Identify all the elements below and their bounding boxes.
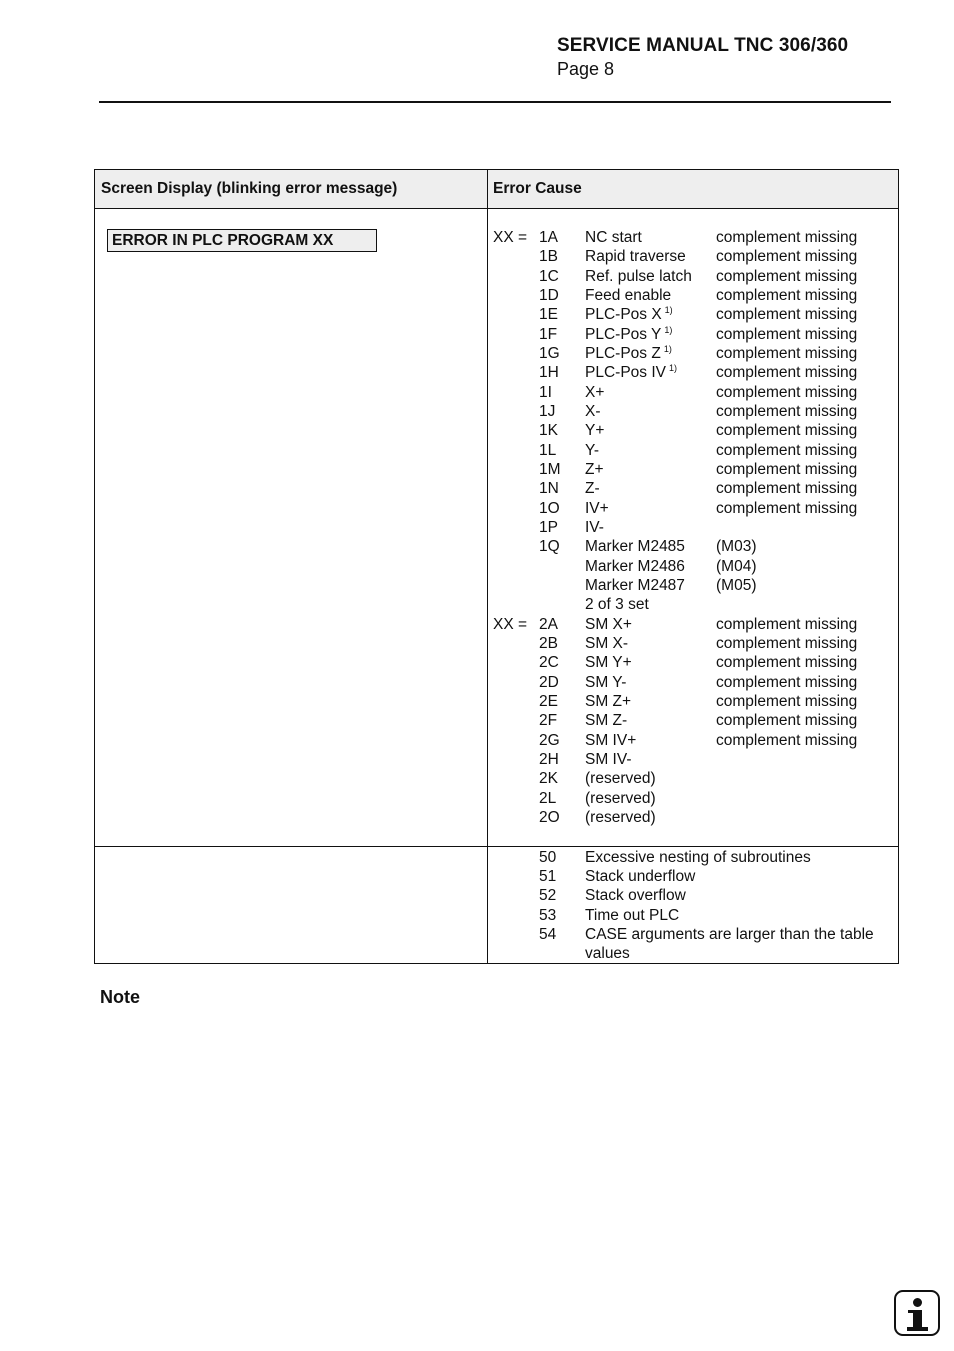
note-heading: Note: [100, 987, 140, 1007]
error-detail: complement missing: [716, 460, 858, 478]
signal-name: 2 of 3 set: [585, 596, 649, 614]
footnote-marker: 1): [664, 305, 673, 316]
error-description: Stack underflow: [585, 868, 696, 886]
error-detail: complement missing: [716, 692, 858, 710]
signal-name: SM X+: [585, 615, 632, 633]
signal-name: Y+: [585, 422, 605, 440]
error-code: 54: [539, 925, 557, 943]
error-detail: complement missing: [716, 383, 858, 401]
signal-name: SM IV-: [585, 750, 632, 768]
error-detail: complement missing: [716, 229, 858, 246]
error-code: 1P: [539, 518, 558, 536]
error-detail: complement missing: [716, 248, 858, 266]
page-header: [557, 34, 848, 80]
error-code: 1M: [539, 460, 561, 478]
signal-name: PLC-Pos IV $^{1)}$: [585, 363, 677, 382]
row-prefix: XX =: [493, 229, 528, 246]
error-code: 2B: [539, 634, 558, 652]
signal-name: Marker M2485: [585, 538, 685, 556]
signal-name: Marker M2486: [585, 557, 685, 575]
error-code: 1C: [539, 267, 559, 285]
signal-name: (reserved): [585, 808, 656, 826]
error-detail: (M03): [716, 538, 757, 556]
signal-name: (reserved): [585, 789, 656, 807]
signal-name: (reserved): [585, 770, 656, 788]
footnote-marker: 1): [664, 324, 673, 335]
error-code: 2C: [539, 654, 559, 672]
error-detail: complement missing: [716, 402, 858, 420]
error-message-text: ERROR IN PLC PROGRAM XX: [112, 232, 334, 249]
error-description: Time out PLC: [585, 906, 680, 924]
signal-name: SM Z+: [585, 692, 632, 710]
error-code: 51: [539, 868, 557, 886]
error-code: 2F: [539, 712, 558, 730]
signal-name: Marker M2487: [585, 576, 685, 594]
error-code: 1I: [539, 383, 552, 401]
error-code: 1F: [539, 325, 558, 343]
error-detail: complement missing: [716, 480, 858, 498]
col-header-error-cause: Error Cause: [493, 180, 582, 197]
signal-name: Rapid traverse: [585, 248, 686, 266]
signal-name: PLC-Pos Z $^{1)}$: [585, 343, 672, 362]
error-description: Excessive nesting of subroutines: [585, 849, 811, 866]
signal-name: IV+: [585, 499, 609, 517]
error-code: 50: [539, 849, 557, 866]
error-detail: complement missing: [716, 615, 858, 633]
error-code: 2A: [539, 615, 558, 633]
error-detail: complement missing: [716, 499, 858, 517]
error-detail: complement missing: [716, 325, 858, 343]
column-divider: [487, 169, 488, 964]
col-header-screen-display: Screen Display (blinking error message): [101, 180, 398, 197]
error-code: 1K: [539, 422, 558, 440]
error-code: 1G: [539, 344, 560, 362]
header-rule: [99, 101, 891, 103]
signal-name: Feed enable: [585, 286, 672, 304]
error-code: 2E: [539, 692, 558, 710]
error-message-box: [107, 229, 377, 252]
error-code: 53: [539, 906, 557, 924]
error-code: 2K: [539, 770, 558, 788]
error-code: 1E: [539, 306, 558, 324]
error-code: 52: [539, 887, 557, 905]
signal-name: X-: [585, 402, 601, 420]
error-code: 1Q: [539, 538, 560, 556]
error-code: 2H: [539, 750, 559, 768]
signal-name: IV-: [585, 518, 604, 536]
error-detail: complement missing: [716, 422, 858, 440]
error-code: 1N: [539, 480, 559, 498]
error-code: 1J: [539, 402, 556, 420]
footnote-marker: 1): [668, 363, 677, 374]
signal-name: X+: [585, 383, 605, 401]
error-detail: (M05): [716, 576, 757, 594]
error-detail: complement missing: [716, 267, 858, 285]
error-code: 1L: [539, 441, 557, 459]
error-detail: complement missing: [716, 306, 858, 324]
signal-name: SM Z-: [585, 712, 628, 730]
manual-title: SERVICE MANUAL TNC 306/360: [557, 35, 849, 56]
error-detail: complement missing: [716, 654, 858, 672]
error-code: 2O: [539, 808, 560, 826]
page-number: Page 8: [557, 59, 615, 79]
signal-name: Z+: [585, 460, 604, 478]
footnote-marker: 1): [663, 343, 672, 354]
error-code: 2D: [539, 673, 559, 691]
error-code: 1B: [539, 248, 558, 266]
error-code: 1O: [539, 499, 560, 517]
error-detail: complement missing: [716, 634, 858, 652]
signal-name: SM IV+: [585, 731, 637, 749]
signal-name: Z-: [585, 480, 600, 498]
error-code: 1H: [539, 364, 559, 382]
signal-name: PLC-Pos X $^{1)}$: [585, 305, 673, 324]
signal-name: SM X-: [585, 634, 629, 652]
error-code: 1A: [539, 229, 558, 246]
signal-name: SM Y+: [585, 654, 632, 672]
error-detail: complement missing: [716, 441, 858, 459]
error-code: 1D: [539, 286, 559, 304]
error-description: values: [585, 945, 630, 962]
error-detail: complement missing: [716, 344, 858, 362]
error-detail: (M04): [716, 557, 757, 575]
signal-name: PLC-Pos Y $^{1)}$: [585, 324, 673, 343]
error-detail: complement missing: [716, 364, 858, 382]
error-table: [94, 169, 899, 964]
error-detail: complement missing: [716, 286, 858, 304]
signal-name: NC start: [585, 229, 642, 246]
error-detail: complement missing: [716, 712, 858, 730]
error-detail: complement missing: [716, 731, 858, 749]
row-divider: [94, 846, 899, 847]
error-code: 2L: [539, 789, 557, 807]
signal-name: Y-: [585, 441, 600, 459]
error-detail: complement missing: [716, 673, 858, 691]
error-code: 2G: [539, 731, 560, 749]
signal-name: Ref. pulse latch: [585, 267, 692, 285]
row-prefix: XX =: [493, 615, 528, 633]
info-icon: [894, 1290, 940, 1336]
signal-name: SM Y-: [585, 673, 627, 691]
error-description: Stack overflow: [585, 887, 686, 905]
error-description: CASE arguments are larger than the table: [585, 925, 874, 943]
